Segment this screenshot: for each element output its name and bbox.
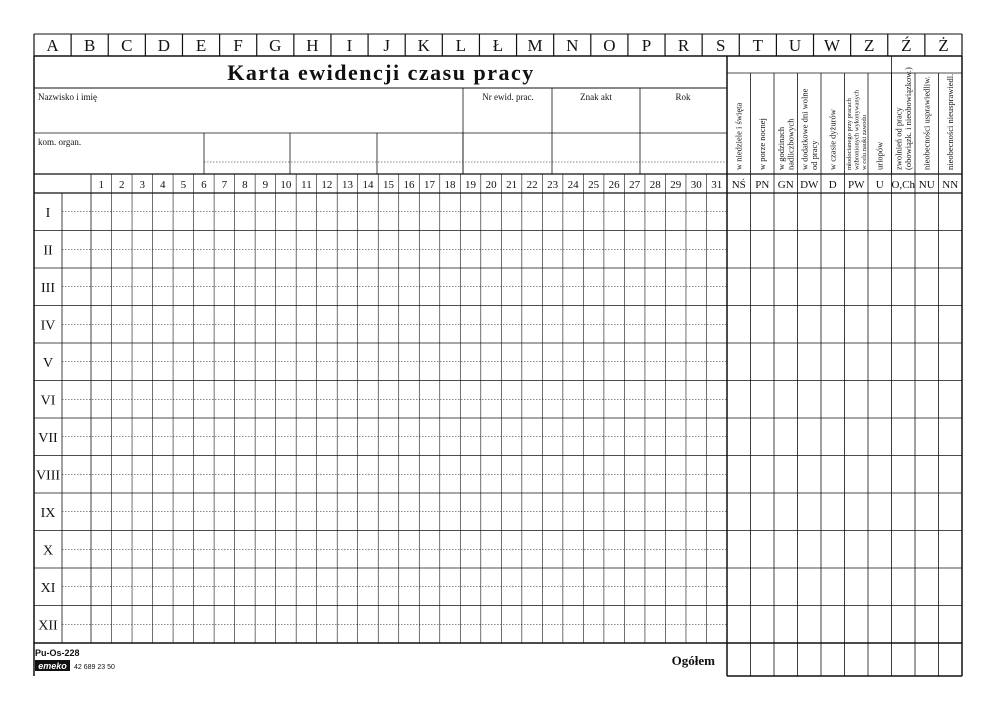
name-label: Nazwisko i imię	[38, 92, 97, 102]
brand-code: 42 689 23 50	[74, 664, 115, 671]
day-number: 31	[711, 179, 723, 191]
alphabet-letter: E	[195, 36, 207, 55]
day-number: 29	[670, 179, 682, 191]
alphabet-letter: D	[157, 36, 171, 55]
month-label: III	[41, 280, 55, 296]
summary-column-code: NN	[942, 179, 959, 191]
day-number: 27	[629, 179, 641, 191]
unit-label: kom. organ.	[38, 137, 82, 147]
month-label: I	[45, 205, 51, 221]
day-number: 28	[649, 179, 661, 191]
summary-column-description: w dodatkowe dni wolne	[799, 88, 810, 170]
summary-column-code: D	[828, 179, 837, 191]
alphabet-letter: A	[46, 36, 59, 55]
day-number: 2	[119, 179, 125, 191]
month-label: VIII	[35, 468, 61, 484]
day-number: 9	[262, 179, 269, 191]
summary-column-code: DW	[800, 179, 819, 191]
day-number: 11	[301, 179, 312, 191]
day-number: 24	[567, 179, 579, 191]
day-number: 3	[139, 179, 146, 191]
month-label: IX	[40, 505, 56, 521]
alphabet-letter: K	[417, 36, 430, 55]
summary-column-code: PN	[755, 179, 770, 191]
day-number: 12	[321, 179, 333, 191]
day-number: 13	[341, 179, 353, 191]
summary-column-code: PW	[848, 179, 865, 191]
day-number: 7	[221, 179, 228, 191]
alphabet-letter: I	[346, 36, 353, 55]
alphabet-letter: Z	[864, 36, 875, 55]
month-label: VII	[38, 430, 58, 446]
day-number: 23	[547, 179, 559, 191]
day-number: 16	[403, 179, 415, 191]
alphabet-letter: C	[121, 36, 133, 55]
alphabet-letter: G	[269, 36, 282, 55]
day-number: 17	[424, 179, 436, 191]
day-number: 30	[690, 179, 702, 191]
grid-labels	[36, 36, 958, 633]
alphabet-letter: F	[233, 36, 243, 55]
day-number: 25	[588, 179, 600, 191]
day-number: 5	[180, 179, 187, 191]
month-label: IV	[40, 318, 56, 334]
alphabet-letter: M	[527, 36, 543, 55]
alphabet-letter: R	[677, 36, 690, 55]
summary-column-description: nieobecności nieusprawiedl.	[945, 73, 956, 170]
alphabet-letter: Ź	[901, 36, 912, 55]
alphabet-letter: W	[824, 36, 841, 55]
alphabet-letter: O	[603, 36, 616, 55]
summary-column-description: wzbronionych wykonywanych	[853, 90, 861, 170]
alphabet-letter: Ł	[492, 36, 504, 55]
day-number: 22	[526, 179, 538, 191]
day-number: 6	[201, 179, 207, 191]
alphabet-letter: J	[383, 36, 390, 55]
day-number: 19	[465, 179, 477, 191]
alphabet-letter: B	[84, 36, 96, 55]
brand-logo	[35, 660, 70, 671]
summary-column-description: od pracy	[808, 140, 819, 170]
month-label: V	[42, 355, 54, 371]
summary-column-code: U	[875, 179, 884, 191]
month-label: II	[43, 243, 53, 259]
month-label: XII	[38, 618, 58, 634]
month-label: VI	[40, 393, 56, 409]
day-number: 20	[485, 179, 497, 191]
summary-column-description: w celu nauki zawodu	[861, 114, 869, 170]
summary-column-description: nadliczbowych	[785, 118, 796, 170]
summary-column-code: O,Ch	[891, 179, 916, 191]
summary-column-description: nieobecności usprawiedliw.	[921, 76, 932, 170]
summary-column-description: w czasie dyżurów	[827, 109, 838, 170]
record-no-label: Nr ewid. prac.	[482, 92, 534, 102]
month-label: X	[42, 543, 54, 559]
month-label: XI	[40, 580, 56, 596]
day-number: 26	[608, 179, 620, 191]
summary-column-description: zwolnień od pracy	[893, 107, 904, 170]
summary-column-code: GN	[777, 179, 794, 191]
alphabet-letter: L	[455, 36, 467, 55]
day-number: 14	[362, 179, 374, 191]
alphabet-letter: U	[788, 36, 802, 55]
summary-column-code: NŚ	[731, 179, 746, 191]
day-number: 4	[160, 179, 166, 191]
grid-lines	[34, 34, 962, 676]
summary-column-description: w porze nocnej	[757, 118, 768, 170]
summary-column-description: młodocianego przy pracach	[846, 98, 854, 170]
day-number: 8	[242, 179, 248, 191]
summary-column-description: w niedziele i święta	[733, 102, 744, 170]
file-label: Znak akt	[580, 92, 612, 102]
alphabet-letter: N	[566, 36, 579, 55]
year-label: Rok	[675, 92, 691, 102]
day-number: 10	[280, 179, 292, 191]
brand-name: emeko	[38, 661, 67, 671]
alphabet-letter: P	[641, 36, 652, 55]
alphabet-letter: T	[752, 36, 764, 55]
day-number: 15	[382, 179, 394, 191]
form-title: Karta ewidencji czasu pracy	[227, 60, 535, 85]
day-number: 21	[506, 179, 518, 191]
summary-column-description: w godzinach	[775, 126, 786, 170]
alphabet-letter: Ż	[938, 36, 949, 55]
total-label: Ogółem	[671, 653, 715, 668]
alphabet-letter: H	[306, 36, 319, 55]
form-code: Pu-Os-228	[35, 648, 80, 658]
summary-column-description: urlopów	[874, 141, 885, 170]
day-number: 18	[444, 179, 456, 191]
day-number: 1	[98, 179, 105, 191]
summary-column-description: (obowiązk. i nieobowiązkow.)	[902, 67, 913, 170]
alphabet-letter: S	[715, 36, 726, 55]
summary-column-code: NU	[918, 179, 935, 191]
